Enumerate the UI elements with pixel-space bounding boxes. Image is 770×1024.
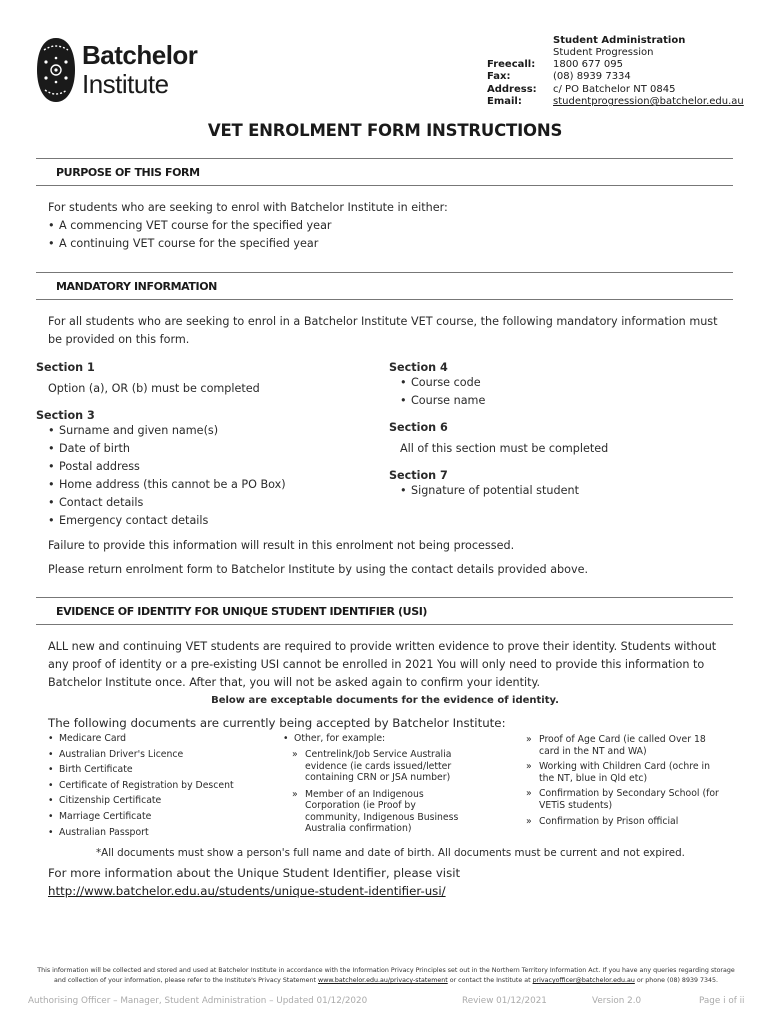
- address-value: c/ PO Batchelor NT 0845: [553, 83, 676, 95]
- documents-column-1: [48, 731, 234, 840]
- list-item: » Centrelink/Job Service Australia evidence (ie cards issued/letter containing CRN or JSA number): [292, 749, 464, 784]
- divider: [36, 158, 733, 159]
- list-item: • Home address (this cannot be a PO Box): [48, 476, 286, 494]
- contact-values: [553, 59, 744, 109]
- list-item: • A continuing VET course for the specified year: [48, 235, 332, 253]
- batchelor-logo-icon: [36, 36, 76, 104]
- footnote-line-2c: or phone (08) 8939 7345.: [636, 977, 718, 984]
- list-item: • Marriage Certificate: [48, 809, 234, 825]
- list-item: • Medicare Card: [48, 731, 234, 747]
- footer-page: Page i of ii: [699, 996, 745, 1006]
- section1-text: Option (a), OR (b) must be completed: [48, 382, 260, 395]
- email-label: Email:: [487, 96, 522, 108]
- logo-text-institute: Institute: [82, 69, 169, 99]
- footnote-line-1: This information will be collected and stored and used at Batchelor Institute in accordance with the Information Privacy Principles set out in the Northern Territory Information Act. If you have any queries regarding storage: [37, 967, 735, 974]
- more-info-text: For more information about the Unique Student Identifier, please visit: [48, 866, 461, 880]
- footnote-line-2b: or contact the Institute at: [449, 977, 531, 984]
- fax-value: (08) 8939 7334: [553, 71, 631, 83]
- freecall-label: Freecall:: [487, 59, 536, 70]
- divider: [36, 185, 733, 186]
- page-title: VET ENROLMENT FORM INSTRUCTIONS: [207, 121, 563, 140]
- list-item: • A commencing VET course for the specified year: [48, 217, 332, 235]
- usi-link[interactable]: http://www.batchelor.edu.au/students/unique-student-identifier-usi/: [48, 884, 446, 898]
- purpose-intro: For students who are seeking to enrol with Batchelor Institute in either:: [48, 201, 448, 214]
- return-text: Please return enrolment form to Batchelor Institute by using the contact details provided above.: [48, 563, 589, 576]
- list-item: • Emergency contact details: [48, 512, 286, 530]
- mandatory-intro: For all students who are seeking to enrol in a Batchelor Institute VET course, the following mandatory information must be provided on this form.: [48, 315, 718, 346]
- section6-text: All of this section must be completed: [400, 442, 609, 455]
- logo-text-batchelor: Batchelor: [82, 40, 198, 70]
- footnote-line-2a: and collection of your information, please refer to the Institute's Privacy Statement: [53, 977, 317, 984]
- divider: [36, 597, 733, 598]
- footer-version: Version 2.0: [592, 996, 642, 1006]
- list-item: • Australian Driver's Licence: [48, 747, 234, 763]
- section4-list: [400, 374, 485, 410]
- usi-intro: ALL new and continuing VET students are required to provide written evidence to prove their identity. Students without any proof of identity or a pre-existing USI cannot be enrolled in 2021 You will only need to provide this information to Batchelor Institute once. After that, you will not be asked again to confirm your identity.: [48, 640, 717, 689]
- list-item: • Course code: [400, 374, 485, 392]
- accepted-intro: The following documents are currently being accepted by Batchelor Institute:: [48, 716, 506, 730]
- exceptable-note: Below are exceptable documents for the evidence of identity.: [211, 695, 559, 706]
- section6-title: Section 6: [389, 421, 448, 434]
- contact-subheading: Student Progression: [553, 47, 654, 58]
- email-link[interactable]: studentprogression@batchelor.edu.au: [553, 96, 744, 108]
- purpose-list: [48, 217, 332, 253]
- institute-logo: [36, 36, 206, 106]
- footer-review: Review 01/12/2021: [462, 996, 547, 1006]
- list-item: • Course name: [400, 392, 485, 410]
- section4-title: Section 4: [389, 361, 448, 374]
- usi-heading: EVIDENCE OF IDENTITY FOR UNIQUE STUDENT IDENTIFIER (USI): [56, 605, 428, 618]
- list-item: • Australian Passport: [48, 825, 234, 841]
- list-item: • Postal address: [48, 458, 286, 476]
- list-item: » Confirmation by Secondary School (for VETiS students): [526, 788, 726, 811]
- freecall-value: 1800 677 095: [553, 59, 623, 70]
- section7-list: [400, 482, 579, 500]
- section1-title: Section 1: [36, 361, 95, 374]
- list-item: » Confirmation by Prison official: [526, 816, 726, 828]
- list-item: • Citizenship Certificate: [48, 793, 234, 809]
- fax-label: Fax:: [487, 71, 511, 83]
- list-item: » Member of an Indigenous Corporation (ie Proof by community, Indigenous Business Australia confirmation): [292, 789, 464, 835]
- contact-heading: Student Administration: [553, 35, 686, 46]
- list-item: • Other, for example:: [283, 731, 385, 747]
- section7-title: Section 7: [389, 469, 448, 482]
- divider: [36, 272, 733, 273]
- documents-note: *All documents must show a person's full name and date of birth. All documents must be current and not expired.: [96, 847, 685, 859]
- documents-column-2-lead: [283, 731, 385, 747]
- list-item: • Birth Certificate: [48, 762, 234, 778]
- address-label: Address:: [487, 83, 537, 95]
- mandatory-heading: MANDATORY INFORMATION: [56, 280, 217, 293]
- list-item: • Surname and given name(s): [48, 422, 286, 440]
- list-item: • Certificate of Registration by Descent: [48, 778, 234, 794]
- list-item: • Contact details: [48, 494, 286, 512]
- footer-officer: Authorising Officer – Manager, Student Administration – Updated 01/12/2020: [28, 996, 368, 1006]
- list-item: » Working with Children Card (ochre in the NT, blue in Qld etc): [526, 761, 726, 784]
- documents-column-2: [292, 749, 464, 839]
- privacy-statement-link[interactable]: www.batchelor.edu.au/privacy-statement: [318, 977, 448, 984]
- list-item: • Signature of potential student: [400, 482, 579, 500]
- privacy-footnote: [36, 966, 736, 986]
- contact-labels: [487, 59, 537, 109]
- divider: [36, 624, 733, 625]
- section3-list: [48, 422, 286, 530]
- section3-title: Section 3: [36, 409, 95, 422]
- divider: [36, 299, 733, 300]
- purpose-heading: PURPOSE OF THIS FORM: [56, 166, 200, 179]
- list-item: » Proof of Age Card (ie called Over 18 card in the NT and WA): [526, 734, 726, 757]
- list-item: • Date of birth: [48, 440, 286, 458]
- documents-column-3: [526, 734, 726, 832]
- failure-text: Failure to provide this information will result in this enrolment not being processed.: [48, 539, 515, 552]
- privacy-email-link[interactable]: privacyofficer@batchelor.edu.au: [532, 977, 635, 984]
